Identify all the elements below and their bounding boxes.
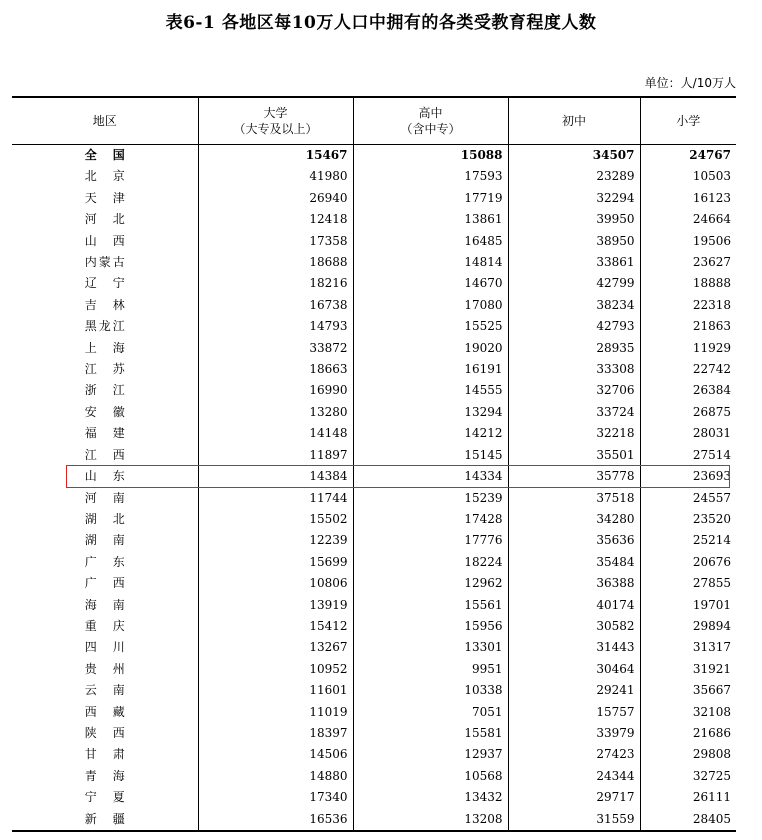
primary-value: 22742: [640, 359, 736, 380]
header-university-note: （大专及以上）: [233, 122, 318, 136]
junior-value: 35636: [508, 530, 640, 551]
header-region: 地区: [12, 97, 198, 145]
highschool-value: 16191: [353, 359, 508, 380]
region-name: 河 北: [84, 212, 125, 227]
primary-value: 32108: [640, 702, 736, 723]
unit-label: 单位：人/10万人: [644, 76, 736, 90]
header-highschool-note: （含中专）: [400, 122, 461, 136]
header-highschool: [353, 97, 508, 145]
table-body: [12, 145, 736, 832]
region-name: 辽 宁: [84, 276, 125, 291]
region-name: 甘 肃: [84, 747, 125, 762]
university-value: 14384: [198, 466, 353, 487]
primary-value: 21686: [640, 723, 736, 744]
table-row: [12, 316, 736, 337]
region-cell: [12, 680, 198, 701]
table-row: [12, 595, 736, 616]
junior-value: 30582: [508, 616, 640, 637]
junior-value: 35778: [508, 466, 640, 487]
highschool-value: 19020: [353, 338, 508, 359]
highschool-value: 17593: [353, 166, 508, 187]
junior-value: 31443: [508, 637, 640, 658]
table-row: [12, 787, 736, 808]
table-row: [12, 616, 736, 637]
region-name: 河 南: [84, 490, 125, 505]
region-name: 上 海: [84, 340, 125, 355]
table-row: [12, 466, 736, 487]
region-name: 四 川: [84, 640, 125, 655]
highschool-value: 15561: [353, 595, 508, 616]
region-name: 湖 南: [84, 533, 125, 548]
region-cell: [12, 316, 198, 337]
table-row: [12, 295, 736, 316]
university-value: 13280: [198, 402, 353, 423]
table-row: [12, 273, 736, 294]
primary-value: 26384: [640, 380, 736, 401]
region-cell: [12, 766, 198, 787]
primary-value: 19701: [640, 595, 736, 616]
table-row: [12, 231, 736, 252]
region-cell: [12, 809, 198, 831]
highschool-value: 18224: [353, 552, 508, 573]
university-value: 15502: [198, 509, 353, 530]
junior-value: 34507: [508, 145, 640, 167]
region-cell: [12, 423, 198, 444]
region-name: 江 西: [84, 447, 125, 462]
region-name: 安 徽: [84, 404, 125, 419]
university-value: 11744: [198, 488, 353, 509]
header-junior: 初中: [508, 97, 640, 145]
primary-value: 23520: [640, 509, 736, 530]
junior-value: 15757: [508, 702, 640, 723]
university-value: 16536: [198, 809, 353, 831]
region-name: 山 西: [84, 233, 125, 248]
primary-value: 32725: [640, 766, 736, 787]
region-name: 黑龙江: [84, 319, 125, 334]
region-cell: [12, 787, 198, 808]
region-name: 广 西: [84, 576, 125, 591]
junior-value: 23289: [508, 166, 640, 187]
region-cell: [12, 188, 198, 209]
table-row: [12, 573, 736, 594]
table-row: [12, 809, 736, 831]
junior-value: 35484: [508, 552, 640, 573]
university-value: 18216: [198, 273, 353, 294]
university-value: 18688: [198, 252, 353, 273]
region-cell: [12, 723, 198, 744]
region-cell: [12, 595, 198, 616]
university-value: 16738: [198, 295, 353, 316]
university-value: 14793: [198, 316, 353, 337]
table-row: [12, 530, 736, 551]
university-value: 14880: [198, 766, 353, 787]
highschool-value: 17719: [353, 188, 508, 209]
primary-value: 16123: [640, 188, 736, 209]
university-value: 18663: [198, 359, 353, 380]
highschool-value: 14334: [353, 466, 508, 487]
junior-value: 37518: [508, 488, 640, 509]
region-cell: [12, 466, 198, 487]
region-name: 陕 西: [84, 725, 125, 740]
table-row: [12, 359, 736, 380]
table-row: [12, 166, 736, 187]
region-cell: [12, 616, 198, 637]
primary-value: 24767: [640, 145, 736, 167]
table-row: [12, 488, 736, 509]
education-table: [12, 96, 736, 832]
university-value: 16990: [198, 380, 353, 401]
region-name: 北 京: [84, 169, 125, 184]
university-value: 11019: [198, 702, 353, 723]
table-row: [12, 445, 736, 466]
university-value: 15412: [198, 616, 353, 637]
region-cell: [12, 402, 198, 423]
primary-value: 28031: [640, 423, 736, 444]
junior-value: 42793: [508, 316, 640, 337]
region-name: 天 津: [84, 190, 125, 205]
highschool-value: 14212: [353, 423, 508, 444]
highschool-value: 15581: [353, 723, 508, 744]
header-university: [198, 97, 353, 145]
junior-value: 38950: [508, 231, 640, 252]
region-name: 内蒙古: [84, 255, 125, 270]
region-name: 宁 夏: [84, 790, 125, 805]
table-row: [12, 252, 736, 273]
table-row: [12, 659, 736, 680]
highschool-value: 12937: [353, 744, 508, 765]
junior-value: 33724: [508, 402, 640, 423]
highschool-value: 12962: [353, 573, 508, 594]
region-cell: [12, 552, 198, 573]
primary-value: 23693: [640, 466, 736, 487]
table-row: [12, 552, 736, 573]
region-name: 重 庆: [84, 618, 125, 633]
region-cell: [12, 209, 198, 230]
highschool-value: 15525: [353, 316, 508, 337]
header-university-label: 大学: [263, 106, 288, 120]
university-value: 12239: [198, 530, 353, 551]
highschool-value: 15956: [353, 616, 508, 637]
table-row: [12, 338, 736, 359]
region-cell: [12, 145, 198, 167]
highschool-value: 13861: [353, 209, 508, 230]
primary-value: 31317: [640, 637, 736, 658]
primary-value: 20676: [640, 552, 736, 573]
primary-value: 27855: [640, 573, 736, 594]
highschool-value: 10338: [353, 680, 508, 701]
region-cell: [12, 273, 198, 294]
highschool-value: 17080: [353, 295, 508, 316]
region-cell: [12, 295, 198, 316]
region-name: 全 国: [84, 148, 125, 162]
primary-value: 26875: [640, 402, 736, 423]
university-value: 15467: [198, 145, 353, 167]
university-value: 10806: [198, 573, 353, 594]
region-name: 西 藏: [84, 704, 125, 719]
region-cell: [12, 509, 198, 530]
table-row: [12, 380, 736, 401]
region-cell: [12, 702, 198, 723]
header-primary: 小学: [640, 97, 736, 145]
university-value: 11897: [198, 445, 353, 466]
region-name: 福 建: [84, 426, 125, 441]
table-row: [12, 766, 736, 787]
junior-value: 36388: [508, 573, 640, 594]
region-name: 新 疆: [84, 811, 125, 826]
primary-value: 24664: [640, 209, 736, 230]
highschool-value: 17428: [353, 509, 508, 530]
highschool-value: 15088: [353, 145, 508, 167]
primary-value: 27514: [640, 445, 736, 466]
table-row: [12, 702, 736, 723]
junior-value: 39950: [508, 209, 640, 230]
table-row: [12, 509, 736, 530]
region-name: 青 海: [84, 768, 125, 783]
primary-value: 29808: [640, 744, 736, 765]
highschool-value: 15239: [353, 488, 508, 509]
junior-value: 32218: [508, 423, 640, 444]
table-row: [12, 209, 736, 230]
junior-value: 27423: [508, 744, 640, 765]
university-value: 14506: [198, 744, 353, 765]
junior-value: 29241: [508, 680, 640, 701]
university-value: 18397: [198, 723, 353, 744]
page-title: 表6-1 各地区每10万人口中拥有的各类受教育程度人数: [165, 13, 597, 33]
region-cell: [12, 359, 198, 380]
primary-value: 11929: [640, 338, 736, 359]
university-value: 11601: [198, 680, 353, 701]
table-header-row: [12, 97, 736, 145]
primary-value: 22318: [640, 295, 736, 316]
highschool-value: 7051: [353, 702, 508, 723]
university-value: 26940: [198, 188, 353, 209]
university-value: 13919: [198, 595, 353, 616]
highschool-value: 10568: [353, 766, 508, 787]
primary-value: 28405: [640, 809, 736, 831]
region-name: 云 南: [84, 683, 125, 698]
region-name: 江 苏: [84, 362, 125, 377]
junior-value: 40174: [508, 595, 640, 616]
region-cell: [12, 573, 198, 594]
highschool-value: 14814: [353, 252, 508, 273]
region-cell: [12, 445, 198, 466]
junior-value: 38234: [508, 295, 640, 316]
region-cell: [12, 488, 198, 509]
primary-value: 18888: [640, 273, 736, 294]
table-row: [12, 680, 736, 701]
table-row: [12, 188, 736, 209]
region-cell: [12, 338, 198, 359]
region-cell: [12, 166, 198, 187]
junior-value: 35501: [508, 445, 640, 466]
primary-value: 23627: [640, 252, 736, 273]
table-row: [12, 423, 736, 444]
region-name: 吉 林: [84, 297, 125, 312]
university-value: 14148: [198, 423, 353, 444]
highschool-value: 13301: [353, 637, 508, 658]
region-name: 湖 北: [84, 511, 125, 526]
primary-value: 21863: [640, 316, 736, 337]
highschool-value: 16485: [353, 231, 508, 252]
primary-value: 35667: [640, 680, 736, 701]
university-value: 13267: [198, 637, 353, 658]
university-value: 33872: [198, 338, 353, 359]
primary-value: 25214: [640, 530, 736, 551]
highschool-value: 13432: [353, 787, 508, 808]
region-cell: [12, 637, 198, 658]
university-value: 10952: [198, 659, 353, 680]
region-cell: [12, 530, 198, 551]
table-row-total: [12, 145, 736, 167]
highschool-value: 17776: [353, 530, 508, 551]
table-row: [12, 723, 736, 744]
table-row: [12, 744, 736, 765]
highschool-value: 13208: [353, 809, 508, 831]
junior-value: 28935: [508, 338, 640, 359]
university-value: 15699: [198, 552, 353, 573]
junior-value: 30464: [508, 659, 640, 680]
junior-value: 33308: [508, 359, 640, 380]
primary-value: 29894: [640, 616, 736, 637]
junior-value: 33979: [508, 723, 640, 744]
region-name: 贵 州: [84, 661, 125, 676]
highschool-value: 14555: [353, 380, 508, 401]
header-highschool-label: 高中: [418, 106, 443, 120]
region-name: 海 南: [84, 597, 125, 612]
junior-value: 32706: [508, 380, 640, 401]
primary-value: 31921: [640, 659, 736, 680]
primary-value: 19506: [640, 231, 736, 252]
university-value: 41980: [198, 166, 353, 187]
region-cell: [12, 744, 198, 765]
region-cell: [12, 380, 198, 401]
university-value: 12418: [198, 209, 353, 230]
junior-value: 31559: [508, 809, 640, 831]
region-name: 广 东: [84, 554, 125, 569]
highschool-value: 15145: [353, 445, 508, 466]
junior-value: 24344: [508, 766, 640, 787]
region-cell: [12, 231, 198, 252]
highschool-value: 14670: [353, 273, 508, 294]
junior-value: 33861: [508, 252, 640, 273]
table-row: [12, 637, 736, 658]
highschool-value: 9951: [353, 659, 508, 680]
region-name: 山 东: [84, 469, 125, 484]
junior-value: 29717: [508, 787, 640, 808]
region-name: 浙 江: [84, 383, 125, 398]
junior-value: 34280: [508, 509, 640, 530]
primary-value: 24557: [640, 488, 736, 509]
highschool-value: 13294: [353, 402, 508, 423]
university-value: 17358: [198, 231, 353, 252]
table-row: [12, 402, 736, 423]
junior-value: 32294: [508, 188, 640, 209]
university-value: 17340: [198, 787, 353, 808]
primary-value: 10503: [640, 166, 736, 187]
primary-value: 26111: [640, 787, 736, 808]
junior-value: 42799: [508, 273, 640, 294]
region-cell: [12, 252, 198, 273]
region-cell: [12, 659, 198, 680]
